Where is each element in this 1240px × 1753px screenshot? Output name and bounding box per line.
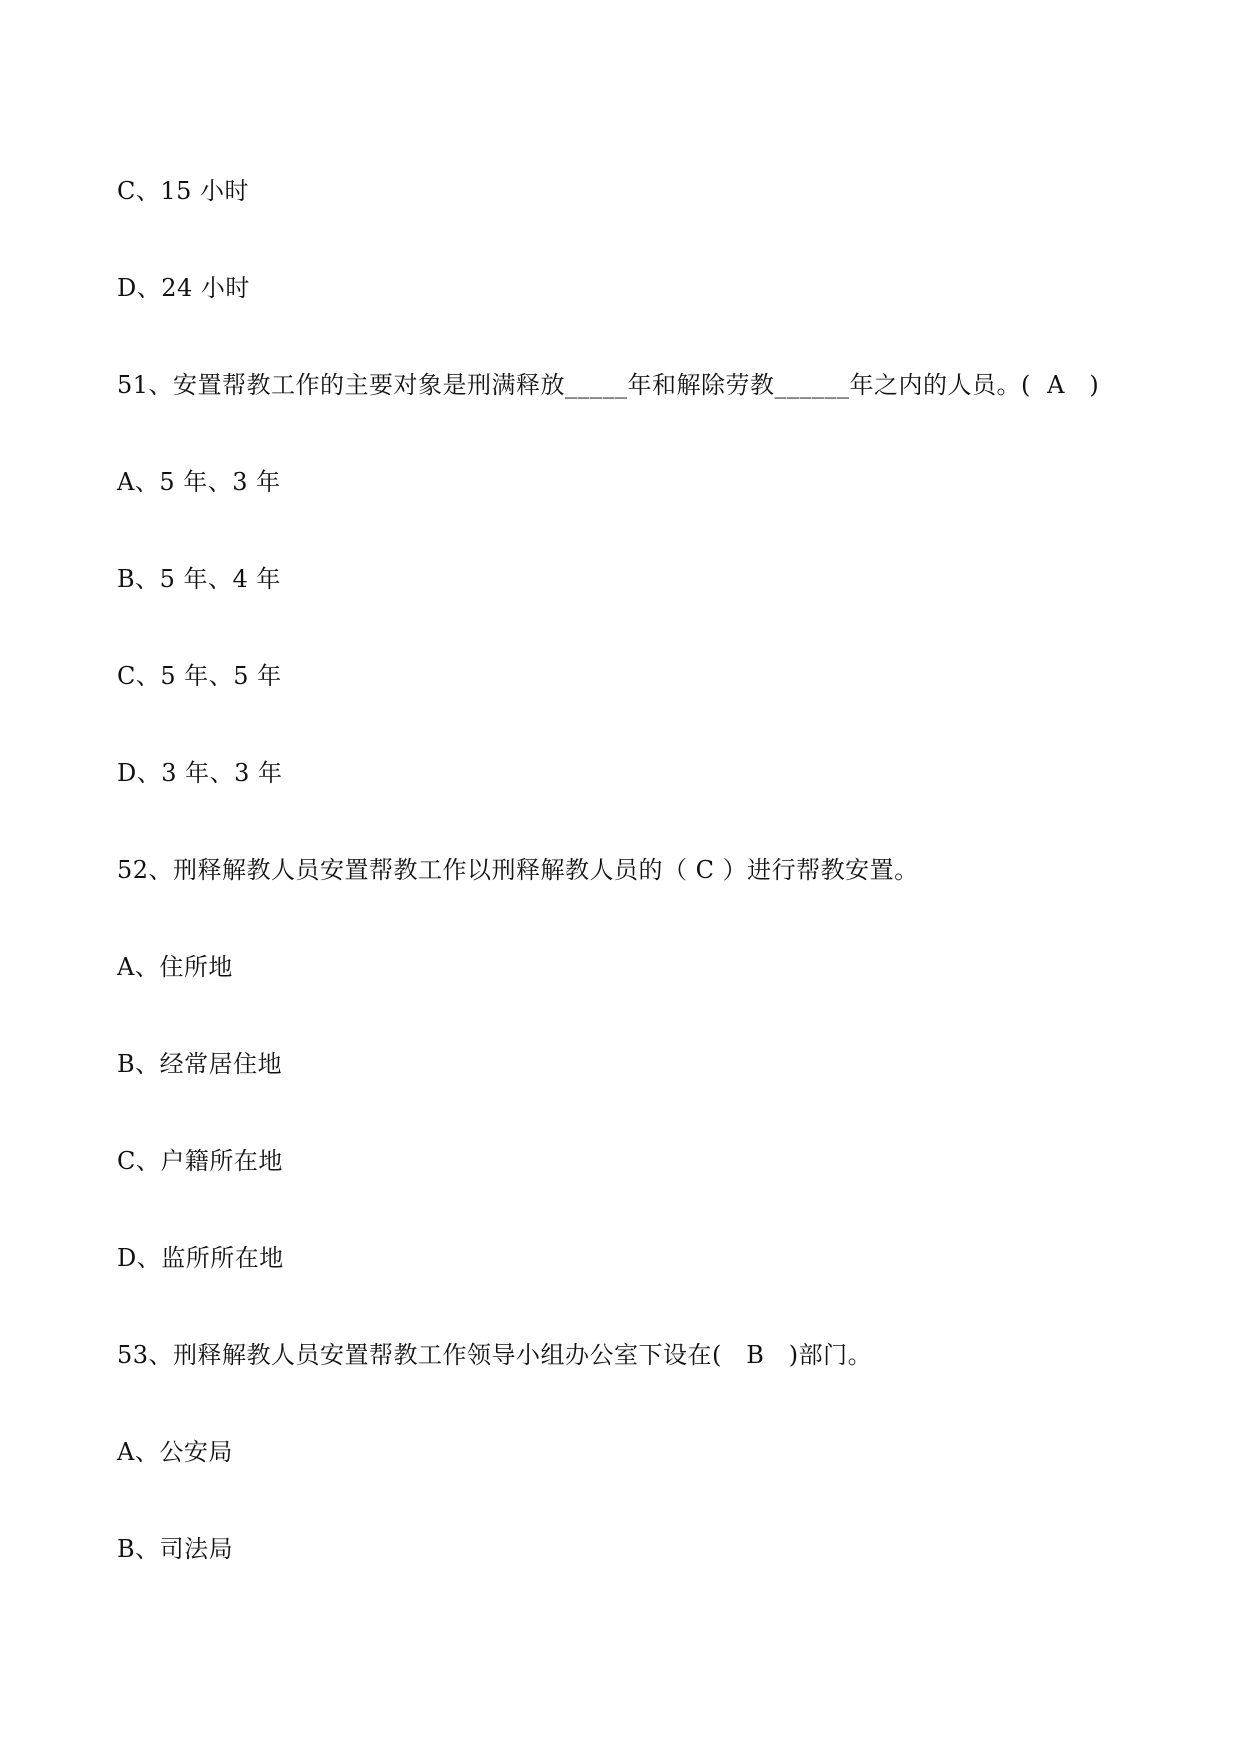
q53-option-b: B、司法局	[117, 1535, 234, 1563]
q52-option-d: D、监所所在地	[117, 1244, 284, 1272]
q51-option-a: A、5 年、3 年	[117, 468, 281, 496]
q53-option-a: A、公安局	[117, 1438, 233, 1466]
question-52: 52、刑释解教人员安置帮教工作以刑释解教人员的（ C ）进行帮教安置。	[117, 856, 919, 884]
q52-option-c: C、户籍所在地	[117, 1147, 283, 1175]
q51-option-c: C、5 年、5 年	[117, 662, 282, 690]
question-53: 53、刑释解教人员安置帮教工作领导小组办公室下设在( B )部门。	[117, 1341, 873, 1369]
q52-option-b: B、经常居住地	[117, 1050, 283, 1078]
option-c-15-hours: C、15 小时	[117, 177, 250, 205]
q52-option-a: A、住所地	[117, 953, 233, 981]
q51-option-b: B、5 年、4 年	[117, 565, 281, 593]
question-51: 51、安置帮教工作的主要对象是刑满释放_____年和解除劳教______年之内的人员。( A )	[117, 371, 1100, 399]
q51-option-d: D、3 年、3 年	[117, 759, 283, 787]
option-d-24-hours: D、24 小时	[117, 274, 250, 302]
